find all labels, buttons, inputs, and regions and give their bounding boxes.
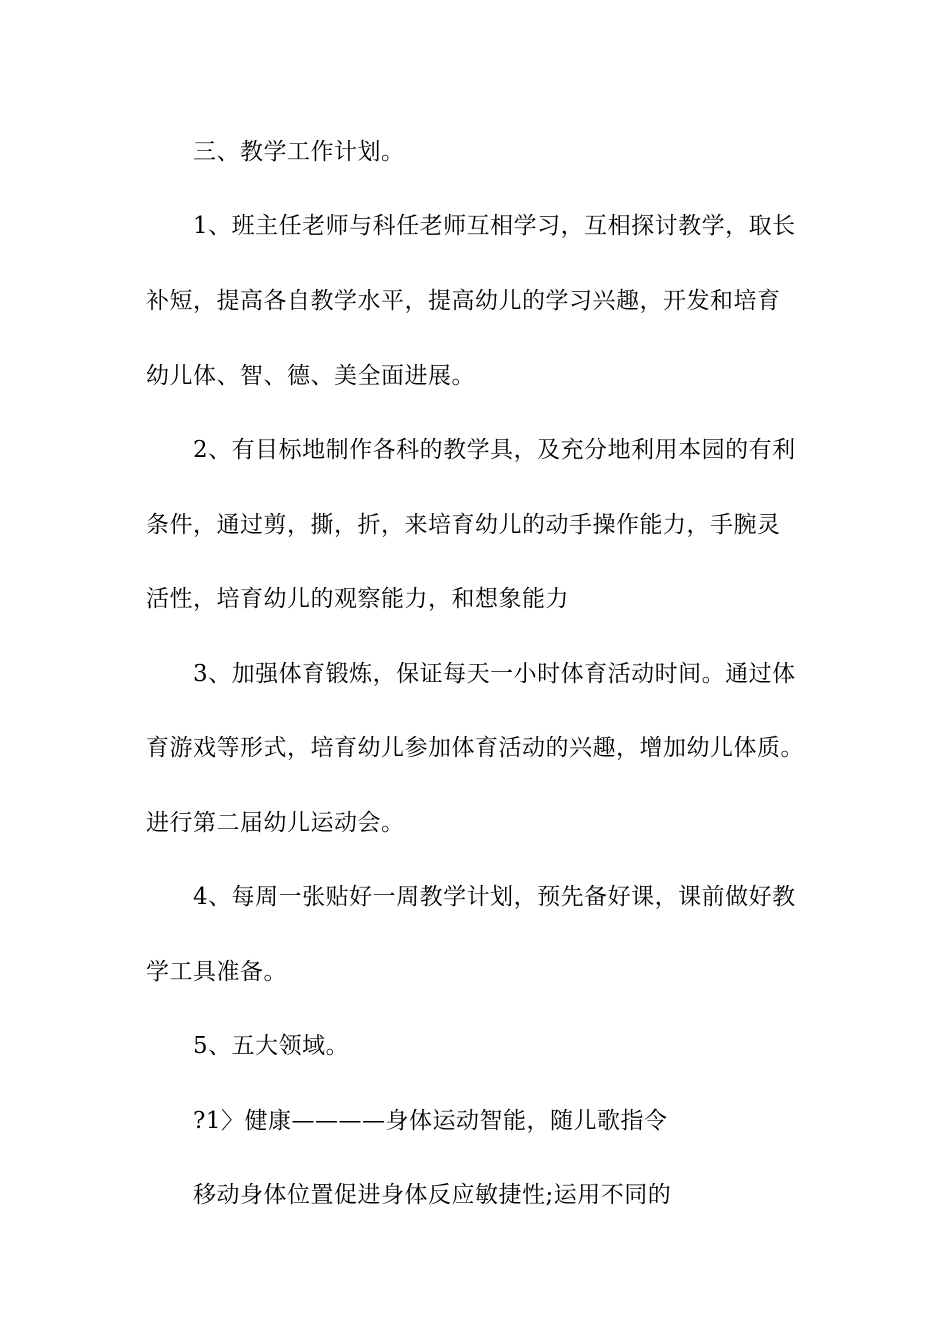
paragraph-1-line-1: 1、班主任老师与科任老师互相学习，互相探讨教学，取长	[193, 213, 796, 239]
paragraph-3-line-2: 育游戏等形式，培育幼儿参加体育活动的兴趣，增加幼儿体质。	[146, 735, 804, 761]
paragraph-3-line-1: 3、加强体育锻炼，保证每天一小时体育活动时间。通过体	[193, 661, 796, 687]
sub-item-health-line-1: ?1〉健康————身体运动智能，随儿歌指令	[193, 1108, 668, 1134]
paragraph-1-line-2: 补短，提高各自教学水平，提高幼儿的学习兴趣，开发和培育	[146, 288, 781, 314]
paragraph-4-line-2: 学工具准备。	[146, 959, 287, 985]
paragraph-4-line-1: 4、每周一张贴好一周教学计划，预先备好课，课前做好教	[193, 884, 796, 910]
paragraph-2-line-2: 条件，通过剪，撕，折，来培育幼儿的动手操作能力，手腕灵	[146, 512, 781, 538]
paragraph-1-line-3: 幼儿体、智、德、美全面进展。	[146, 363, 475, 389]
sub-item-health-line-2: 移动身体位置促进身体反应敏捷性;运用不同的	[193, 1182, 672, 1208]
section-heading: 三、教学工作计划。	[193, 139, 405, 165]
paragraph-3-line-3: 进行第二届幼儿运动会。	[146, 810, 405, 836]
paragraph-2-line-1: 2、有目标地制作各科的教学具，及充分地利用本园的有利	[193, 437, 796, 463]
paragraph-2-line-3: 活性，培育幼儿的观察能力，和想象能力	[146, 586, 569, 612]
paragraph-5-line-1: 5、五大领域。	[193, 1033, 350, 1059]
